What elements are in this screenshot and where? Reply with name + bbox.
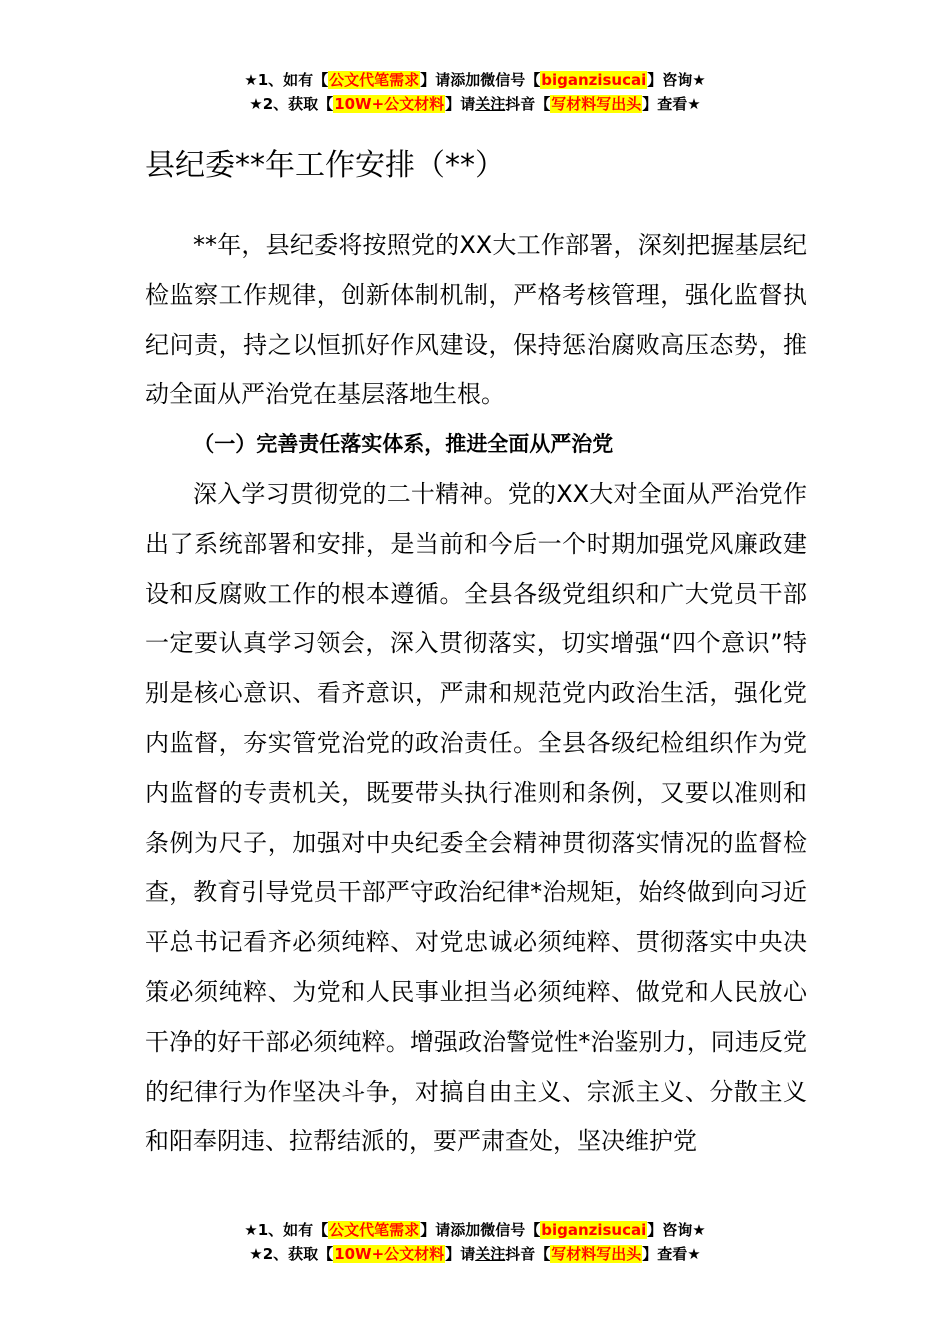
section-heading: （一）完善责任落实体系，推进全面从严治党: [193, 432, 614, 457]
promo-highlight: 10W+公文材料: [334, 95, 445, 113]
promo-highlight: 公文代笔需求: [329, 71, 420, 89]
promo-line-2: ★2、获取【10W+公文材料】请关注抖音【写材料写出头】查看★: [249, 95, 701, 113]
promo-banner-top: [0, 68, 950, 116]
document-body: [145, 221, 807, 1167]
douyin-account-highlight: 写材料写出头: [551, 1245, 642, 1263]
wechat-id-highlight: biganzisucai: [541, 71, 647, 89]
promo-line-1: ★1、如有【公文代笔需求】请添加微信号【biganzisucai】咨询★: [244, 71, 706, 89]
promo-line-1: ★1、如有【公文代笔需求】请添加微信号【biganzisucai】咨询★: [244, 1221, 706, 1239]
promo-highlight: 10W+公文材料: [334, 1245, 445, 1263]
douyin-account-highlight: 写材料写出头: [551, 95, 642, 113]
wechat-id-highlight: biganzisucai: [541, 1221, 647, 1239]
promo-line-2: ★2、获取【10W+公文材料】请关注抖音【写材料写出头】查看★: [249, 1245, 701, 1263]
promo-highlight: 公文代笔需求: [329, 1221, 420, 1239]
document-title: 县纪委**年工作安排（**）: [145, 148, 505, 184]
intro-paragraph: **年，县纪委将按照党的XX大工作部署，深刻把握基层纪检监察工作规律，创新体制机制，严格考核管理，强化监督执纪问责，持之以恒抓好作风建设，保持惩治腐败高压态势，推动全面从严治党在基层落地生根。: [145, 231, 807, 409]
section-paragraph: 深入学习贯彻党的二十精神。党的XX大对全面从严治党作出了系统部署和安排，是当前和今后一个时期加强党风廉政建设和反腐败工作的根本遵循。全县各级党组织和广大党员干部一定要认真学习领会，深入贯彻落实，切实增强“四个意识”特别是核心意识、看齐意识，严肃和规范党内政治生活，强化党内监督，夯实管党治党的政治责任。全县各级纪检组织作为党内监督的专责机关，既要带头执行准则和条例，又要以准则和条例为尺子，加强对中央纪委全会精神贯彻落实情况的监督检查，教育引导党员干部严守政治纪律*治规矩，始终做到向习近平总书记看齐必须纯粹、对党忠诚必须纯粹、贯彻落实中央决策必须纯粹、为党和人民事业担当必须纯粹、做党和人民放心干净的好干部必须纯粹。增强政治警觉性*治鉴别力，同违反党的纪律行为作坚决斗争，对搞自由主义、宗派主义、分散主义和阳奉阴违、拉帮结派的，要严肃查处，坚决维护党: [145, 479, 807, 1156]
promo-banner-bottom: [0, 1218, 950, 1266]
